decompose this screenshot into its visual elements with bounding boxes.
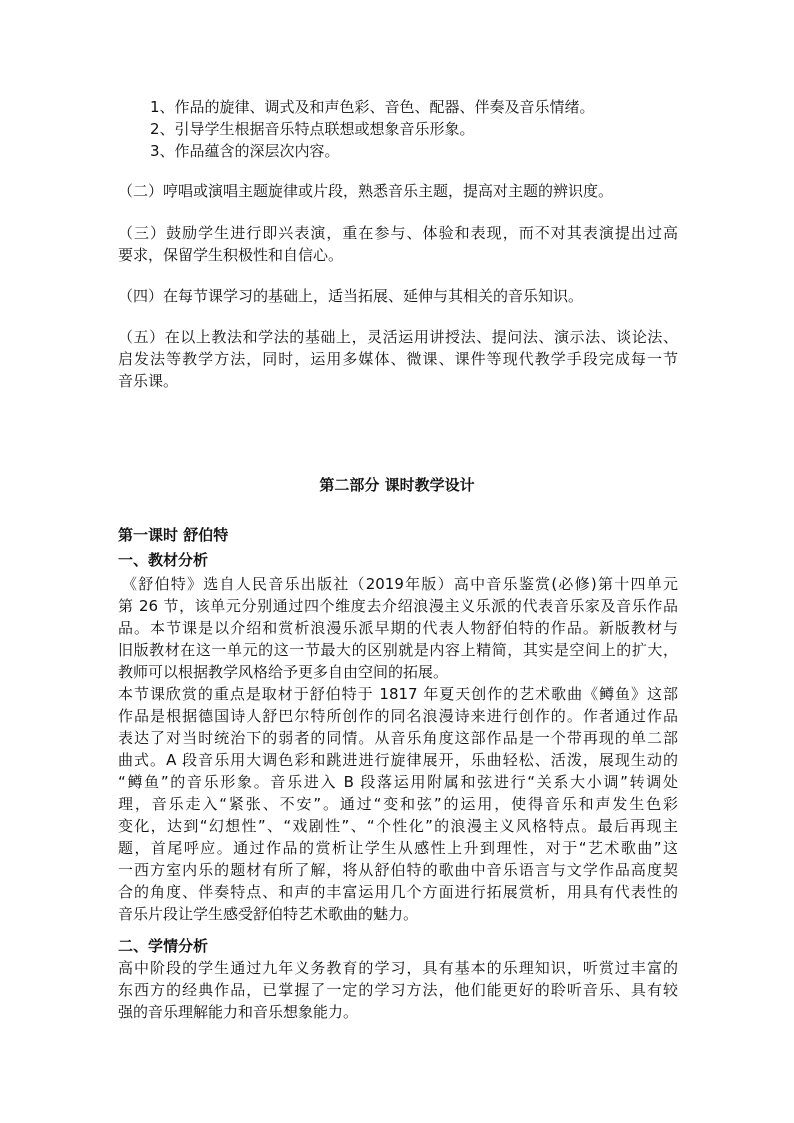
section1-line: 《舒伯特》选自人民音乐出版社（2019年版）高中音乐鉴赏(必修)第十四单元 xyxy=(122,575,678,593)
section1-line: 一西方室内乐的题材有所了解，将从舒伯特的歌曲中音乐语言与文学作品高度契 xyxy=(118,861,678,879)
section1-line: 旧版教材在这一单元的这一节最大的区别就是内容上精简，其实是空间上的扩大， xyxy=(118,641,678,659)
list-item: 2、引导学生根据音乐特点联想或想象音乐形象。 xyxy=(150,120,475,138)
paragraph-point-2: （二）哼唱或演唱主题旋律或片段，熟悉音乐主题，提高对主题的辨识度。 xyxy=(118,182,614,200)
section1-line: 表达了对当时统治下的弱者的同情。从音乐角度这部作品是一个带再现的单二部 xyxy=(118,729,678,747)
paragraph-point-4: （四）在每节课学习的基础上，适当拓展、延伸与其相关的音乐知识。 xyxy=(118,287,584,305)
paragraph-point-5: 启发法等教学方法，同时，运用多媒体、微课、课件等现代教学手段完成每一节 xyxy=(118,350,678,368)
section-heading-textbook-analysis: 一、教材分析 xyxy=(118,551,209,569)
paragraph-point-3: 要求，保留学生积极性和自信心。 xyxy=(118,246,344,264)
section1-line: 理，音乐走入“紧张、不安”。通过“变和弦”的运用，使得音乐和声发生色彩 xyxy=(118,795,678,813)
section1-line: 变化，达到“幻想性”、“戏剧性”、“个性化”的浪漫主义风格特点。最后再现主 xyxy=(118,817,678,835)
section1-line: “鳟鱼”的音乐形象。音乐进入 B 段落运用附属和弦进行“关系大小调”转调处 xyxy=(118,773,678,791)
paragraph-point-5: 音乐课。 xyxy=(118,372,179,390)
section2-line: 东西方的经典作品，已掌握了一定的学习方法，他们能更好的聆听音乐、具有较 xyxy=(118,981,678,999)
section1-line: 品。本节课是以介绍和赏析浪漫乐派早期的代表人物舒伯特的作品。新版教材与 xyxy=(118,619,678,637)
section1-line: 本节课欣赏的重点是取材于舒伯特于 1817 年夏天创作的艺术歌曲《鳟鱼》这部 xyxy=(118,685,678,703)
section-heading-student-analysis: 二、学情分析 xyxy=(118,937,209,955)
section1-line: 音乐片段让学生感受舒伯特艺术歌曲的魅力。 xyxy=(118,905,419,923)
list-item: 1、作品的旋律、调式及和声色彩、音色、配器、伴奏及音乐情绪。 xyxy=(150,98,595,116)
section1-line: 作品是根据德国诗人舒巴尔特所创作的同名浪漫诗来进行创作的。作者通过作品 xyxy=(118,707,678,725)
section2-line: 高中阶段的学生通过九年义务教育的学习，具有基本的乐理知识，听赏过丰富的 xyxy=(118,959,678,977)
section1-line: 教师可以根据教学风格给予更多自由空间的拓展。 xyxy=(118,663,449,681)
section1-line: 曲式。A 段音乐用大调色彩和跳进进行旋律展开，乐曲轻松、活泼，展现生动的 xyxy=(118,751,678,769)
paragraph-point-5: （五）在以上教法和学法的基础上，灵活运用讲授法、提问法、演示法、谈论法、 xyxy=(118,328,678,346)
section2-line: 强的音乐理解能力和音乐想象能力。 xyxy=(118,1003,359,1021)
part-title: 第二部分 课时教学设计 xyxy=(319,476,475,494)
section1-line: 合的角度、伴奏特点、和声的丰富运用几个方面进行拓展赏析，用具有代表性的 xyxy=(118,883,678,901)
paragraph-point-3: （三）鼓励学生进行即兴表演，重在参与、体验和表现，而不对其表演提出过高 xyxy=(118,224,678,242)
lesson-title: 第一课时 舒伯特 xyxy=(118,526,229,544)
section1-line: 题，首尾呼应。通过作品的赏析让学生从感性上升到理性，对于“艺术歌曲”这 xyxy=(118,839,678,857)
section1-line: 第 26 节，该单元分别通过四个维度去介绍浪漫主义乐派的代表音乐家及音乐作品 xyxy=(118,597,678,615)
list-item: 3、作品蕴含的深层次内容。 xyxy=(150,142,340,160)
